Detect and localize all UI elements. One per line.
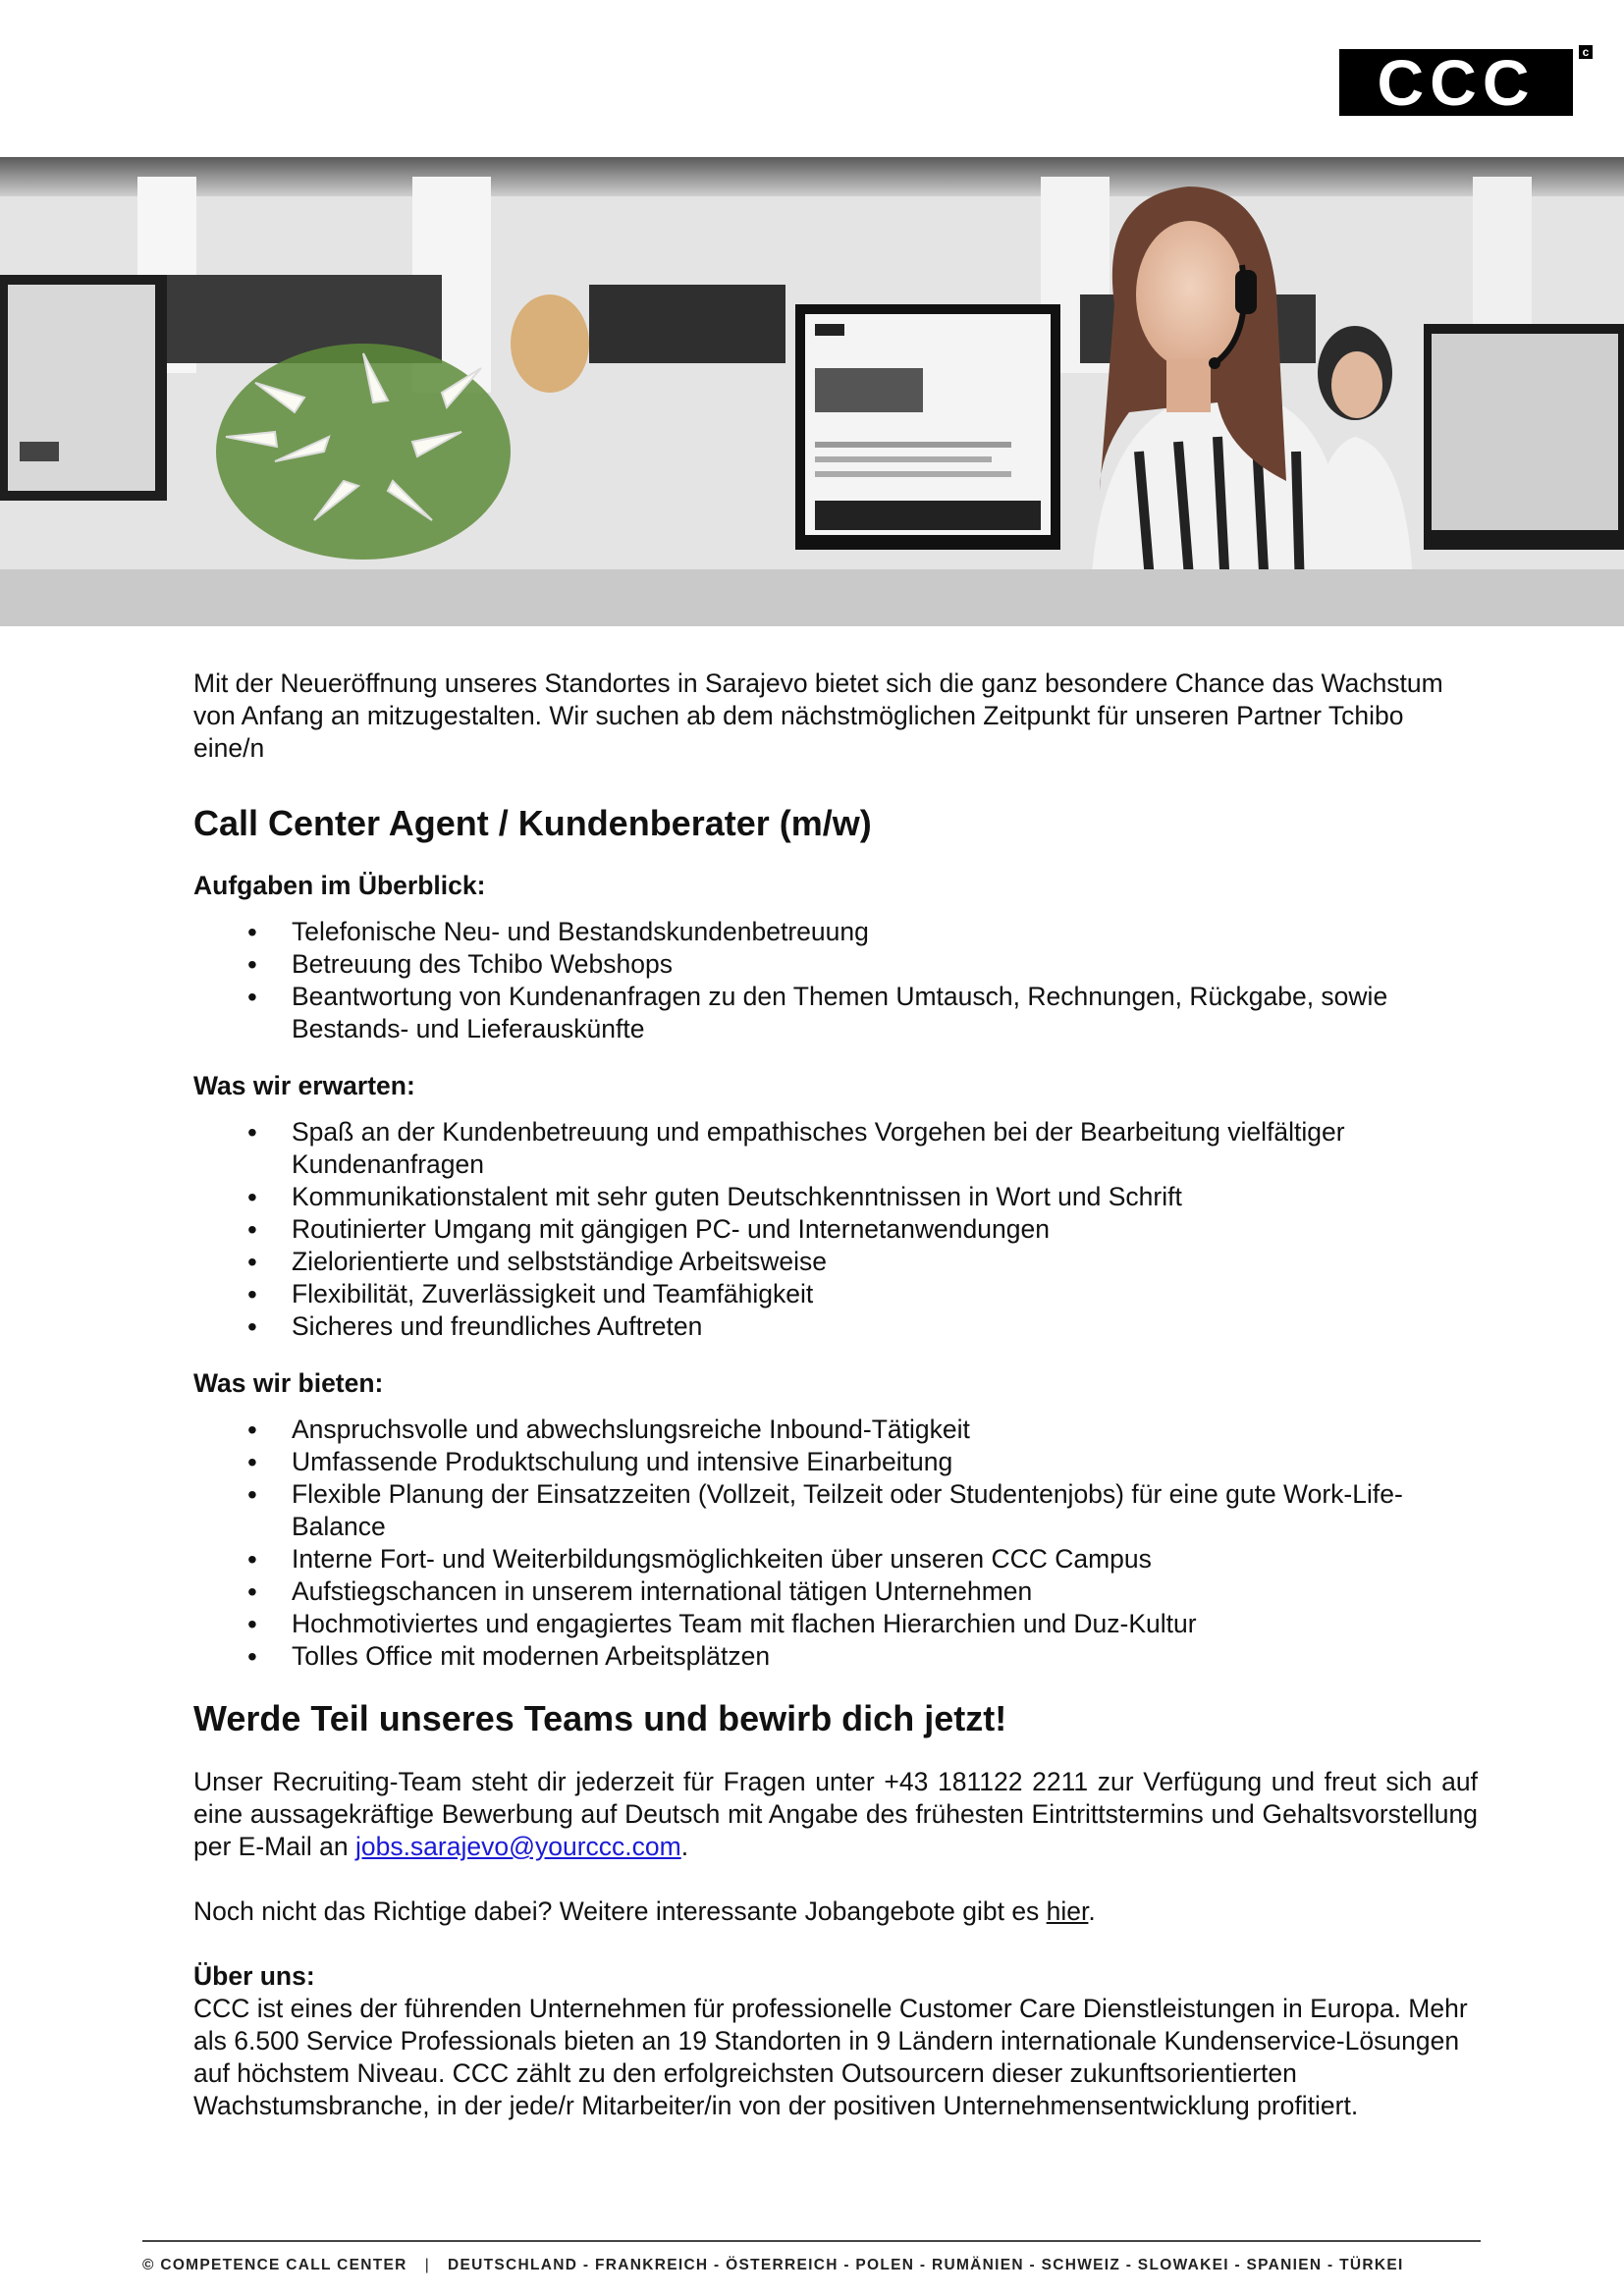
list-item: • Tolles Office mit modernen Arbeitsplätzen <box>193 1640 1478 1673</box>
list-item: • Zielorientierte und selbstständige Arbeitsweise <box>193 1246 1478 1278</box>
list-item: • Umfassende Produktschulung und intensive Einarbeitung <box>193 1446 1478 1478</box>
ccc-logo <box>1339 43 1595 122</box>
more-jobs-link[interactable]: hier <box>1046 1896 1089 1926</box>
list-item: • Flexibilität, Zuverlässigkeit und Teamfähigkeit <box>193 1278 1478 1310</box>
tasks-list <box>193 916 1478 1045</box>
footer <box>142 2257 1481 2274</box>
contact-paragraph <box>193 1766 1478 1863</box>
footer-countries: DEUTSCHLAND - FRANKREICH - ÖSTERREICH - POLEN - RUMÄNIEN - SCHWEIZ - SLOWAKEI - SPANIEN - TÜRKEI <box>448 2257 1404 2273</box>
intro-text: Mit der Neueröffnung unseres Standortes in Sarajevo bietet sich die ganz besondere Chance das Wachstum von Anfang an mitzugestalten. Wir suchen ab dem nächstmöglichen Zeitpunkt für unseren Partner Tchibo eine/n <box>193 668 1443 763</box>
more-jobs-text-end: . <box>1088 1896 1096 1926</box>
list-item: • Beantwortung von Kundenanfragen zu den Themen Umtausch, Rechnungen, Rückgabe, sowie Bestands- und Lieferauskünfte <box>193 981 1478 1045</box>
list-item: • Kommunikationstalent mit sehr guten Deutschkenntnissen in Wort und Schrift <box>193 1181 1478 1213</box>
section-title-expectations: Was wir erwarten: <box>193 1071 415 1100</box>
list-item: • Flexible Planung der Einsatzzeiten (Vollzeit, Teilzeit oder Studentenjobs) für eine gute Work-Life-Balance <box>193 1478 1478 1543</box>
list-item: • Routinierter Umgang mit gängigen PC- und Internetanwendungen <box>193 1213 1478 1246</box>
about-title: Über uns: <box>193 1961 315 1991</box>
offers-list <box>193 1414 1478 1673</box>
section-title-offers: Was wir bieten: <box>193 1368 384 1398</box>
list-item: • Hochmotiviertes und engagiertes Team mit flachen Hierarchien und Duz-Kultur <box>193 1608 1478 1640</box>
section-title-tasks: Aufgaben im Überblick: <box>193 871 486 900</box>
list-item: • Spaß an der Kundenbetreuung und empathisches Vorgehen bei der Bearbeitung vielfältiger Kundenanfragen <box>193 1116 1478 1181</box>
expectations-list <box>193 1116 1478 1343</box>
more-jobs-paragraph <box>193 1896 1478 1928</box>
hero-image <box>0 157 1624 626</box>
list-item: • Telefonische Neu- und Bestandskundenbetreuung <box>193 916 1478 948</box>
email-link[interactable]: jobs.sarajevo@yourccc.com <box>354 1832 681 1861</box>
about-text: CCC ist eines der führenden Unternehmen für professionelle Customer Care Dienstleistungen in Europa. Mehr als 6.500 Service Professionals bieten an 19 Standorten in 9 Ländern internationale Kundenservice-Lösungen auf höchstem Niveau. CCC zählt zu den erfolgreichsten Outsourcern dieser zukunftsorientierten Wachstumsbranche, in der jede/r Mitarbeiter/in von der positiven Unternehmensentwicklung profitiert. <box>193 1994 1468 2120</box>
job-title: Call Center Agent / Kundenberater (m/w) <box>193 803 872 843</box>
list-item: • Betreuung des Tchibo Webshops <box>193 948 1478 981</box>
footer-company: © COMPETENCE CALL CENTER <box>142 2257 407 2273</box>
contact-text-end: . <box>680 1832 689 1861</box>
job-posting <box>193 667 1478 2122</box>
list-item: • Sicheres und freundliches Auftreten <box>193 1310 1478 1343</box>
more-jobs-text: Noch nicht das Richtige dabei? Weitere interessante Jobangebote gibt es <box>193 1896 1047 1926</box>
svg-text:CCC: CCC <box>1377 46 1536 119</box>
footer-separator: | <box>424 2257 431 2273</box>
list-item: • Interne Fort- und Weiterbildungsmöglichkeiten über unseren CCC Campus <box>193 1543 1478 1575</box>
list-item: • Aufstiegschancen in unserem international tätigen Unternehmen <box>193 1575 1478 1608</box>
footer-divider <box>142 2240 1481 2242</box>
ccc-logo-mark <box>1339 43 1595 122</box>
call-center-photo-illustration <box>0 157 1624 626</box>
contact-text: Unser Recruiting-Team steht dir jederzeit für Fragen unter +43 181122 2211 zur Verfügung und freut sich auf eine aussagekräftige Bewerbung auf Deutsch mit Angabe des frühesten Eintrittstermins und Gehaltsvorstellung per E-Mail an <box>193 1767 1478 1861</box>
list-item: • Anspruchsvolle und abwechslungsreiche Inbound-Tätigkeit <box>193 1414 1478 1446</box>
cta-heading: Werde Teil unseres Teams und bewirb dich jetzt! <box>193 1698 1007 1738</box>
svg-text:c: c <box>1582 45 1590 59</box>
